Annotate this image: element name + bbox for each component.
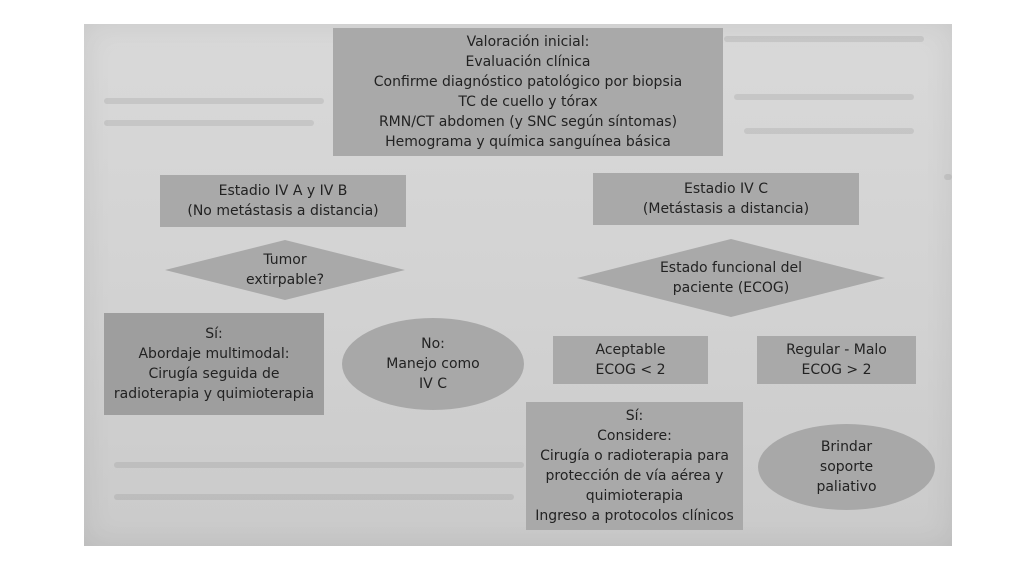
background-texture [104, 120, 314, 126]
acceptable-line: ECOG < 2 [595, 362, 666, 378]
tumor-question-line: extirpable? [245, 272, 325, 288]
manage-as-ivc-ellipse [342, 318, 524, 410]
acceptable-line: Aceptable [595, 342, 666, 358]
initial-line: Valoración inicial: [466, 34, 590, 50]
palliative-support-ellipse [758, 424, 935, 510]
initial-evaluation-box [333, 28, 723, 156]
initial-line: Confirme diagnóstico patológico por biopsia [373, 74, 683, 90]
manage-line: No: [421, 336, 445, 352]
multimodal-line: Sí: [205, 326, 223, 342]
initial-line: Hemograma y química sanguínea básica [385, 134, 671, 150]
consider-line: Ingreso a protocolos clínicos [535, 508, 734, 524]
ecog-question-line: Estado funcional del [659, 260, 803, 276]
tumor-resectable-diamond [165, 240, 405, 300]
consider-line: Cirugía o radioterapia para [540, 448, 729, 464]
initial-line: TC de cuello y tórax [458, 94, 598, 110]
background-texture [114, 462, 524, 468]
stage-ivc-box [593, 173, 859, 225]
poor-ecog-box [757, 336, 916, 384]
consider-line: Considere: [597, 428, 672, 444]
multimodal-line: Cirugía seguida de [148, 366, 280, 382]
stage-ab-line: (No metástasis a distancia) [187, 203, 379, 219]
palliative-line: Brindar [820, 439, 873, 455]
consider-line: Sí: [625, 408, 644, 424]
tumor-question-line: Tumor [263, 252, 307, 268]
stage-c-line: (Metástasis a distancia) [642, 201, 810, 217]
stage-ab-line: Estadio IV A y IV B [218, 183, 348, 199]
background-texture [744, 128, 914, 134]
manage-line: IV C [419, 376, 447, 392]
consider-line: quimioterapia [585, 488, 684, 504]
multimodal-line: Abordaje multimodal: [138, 346, 290, 362]
poor-line: ECOG > 2 [801, 362, 872, 378]
initial-line: RMN/CT abdomen (y SNC según síntomas) [378, 114, 678, 130]
initial-line: Evaluación clínica [465, 54, 591, 70]
consider-line: protección de vía aérea y [545, 468, 724, 484]
ecog-question-line: paciente (ECOG) [672, 280, 790, 296]
palliative-line: soporte [819, 459, 874, 475]
acceptable-ecog-box [553, 336, 708, 384]
ecog-status-diamond [577, 239, 885, 317]
manage-line: Manejo como [386, 356, 480, 372]
stage-iva-ivb-box [160, 175, 406, 227]
multimodal-line: radioterapia y quimioterapia [113, 386, 315, 402]
background-texture [114, 494, 514, 500]
multimodal-approach-box [104, 313, 324, 415]
background-texture [724, 36, 924, 42]
consider-treatment-box [526, 402, 743, 530]
stage-c-line: Estadio IV C [684, 181, 768, 197]
poor-line: Regular - Malo [786, 342, 887, 358]
background-texture [944, 174, 952, 180]
palliative-line: paliativo [816, 479, 877, 495]
background-texture [734, 94, 914, 100]
background-texture [104, 98, 324, 104]
